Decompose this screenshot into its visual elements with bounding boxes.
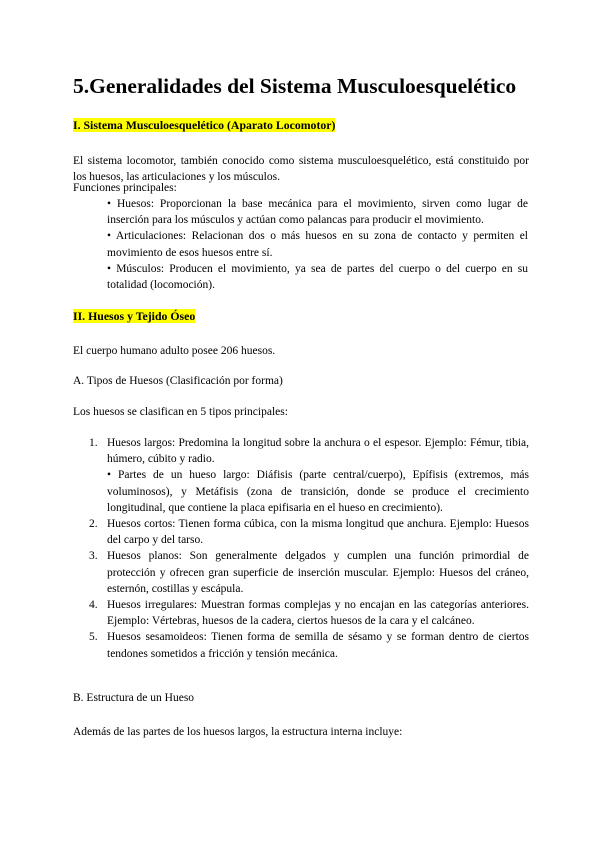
subheading-bone-types: A. Tipos de Huesos (Clasificación por forma) (73, 375, 283, 387)
list-number: 4. (89, 599, 98, 612)
list-item (73, 435, 529, 516)
list-number: 5. (89, 631, 98, 644)
bullet-muscles: • Músculos: Producen el movimiento, ya sea de partes del cuerpo o del cuerpo en su totalidad (locomoción). (107, 262, 528, 292)
list-number: 3. (89, 550, 98, 563)
section-heading-musculoskeletal (73, 117, 335, 133)
bone-count-text: El cuerpo humano adulto posee 206 huesos. (73, 345, 276, 357)
subheading-bone-structure: B. Estructura de un Hueso (73, 692, 195, 704)
list-item-text: Huesos sesamoideos: Tienen forma de semilla de sésamo y se forman dentro de ciertos tendones sometidos a fricción y tensión mecánica. (107, 631, 529, 660)
functions-bullet-list (107, 196, 528, 293)
bone-types-list (73, 435, 529, 662)
structure-text: Además de las partes de los huesos largos, la estructura interna incluye: (73, 726, 403, 738)
section-heading-bones (73, 308, 195, 324)
list-item-text: Huesos cortos: Tienen forma cúbica, con la misma longitud que anchura. Ejemplo: Huesos del carpo y del tarso. (107, 518, 529, 547)
list-item-subtext: • Partes de un hueso largo: Diáfisis (parte central/cuerpo), Epífisis (extremos, más voluminosos), y Metáfisis (zona de transición, donde se produce el crecimiento longitudinal, que contiene la placa epifisaria en el hueso en crecimiento). (107, 469, 529, 514)
list-number: 1. (89, 437, 98, 449)
list-item-text: Huesos planos: Son generalmente delgados y cumplen una función primordial de protección y ofrecen gran superficie de inserción muscular. Ejemplo: Huesos del cráneo, esternón, costillas y escápula. (107, 550, 529, 595)
highlighted-heading: I. Sistema Musculoesquelético (Aparato Locomotor) (73, 118, 336, 132)
classification-text: Los huesos se clasifican en 5 tipos principales: (73, 406, 288, 418)
list-item-text: Huesos irregulares: Muestran formas complejas y no encajan en las categorías anteriores. Ejemplo: Vértebras, huesos de la cadera, ciertos huesos de la cara y el calcáneo. (107, 599, 529, 628)
functions-label: Funciones principales: (73, 182, 177, 194)
bullet-joints: • Articulaciones: Relacionan dos o más huesos en su zona de contacto y permiten el movimiento de esos huesos entre sí. (107, 230, 528, 259)
list-item (73, 548, 529, 597)
list-item (73, 516, 529, 548)
page-title: 5.Generalidades del Sistema Musculoesquelético (73, 74, 517, 98)
intro-paragraph: El sistema locomotor, también conocido como sistema musculoesquelético, está constituido por los huesos, las articulaciones y los músculos. (73, 155, 529, 184)
bullet-bones: • Huesos: Proporcionan la base mecánica para el movimiento, sirven como lugar de inserción para los músculos y actúan como palancas para producir el movimiento. (107, 198, 528, 227)
list-item (73, 597, 529, 629)
highlighted-heading: II. Huesos y Tejido Óseo (73, 309, 196, 323)
list-number: 2. (89, 518, 98, 531)
list-item (73, 629, 529, 661)
list-item-text: Huesos largos: Predomina la longitud sobre la anchura o el espesor. Ejemplo: Fémur, tibia, húmero, cúbito y radio. (107, 437, 529, 466)
